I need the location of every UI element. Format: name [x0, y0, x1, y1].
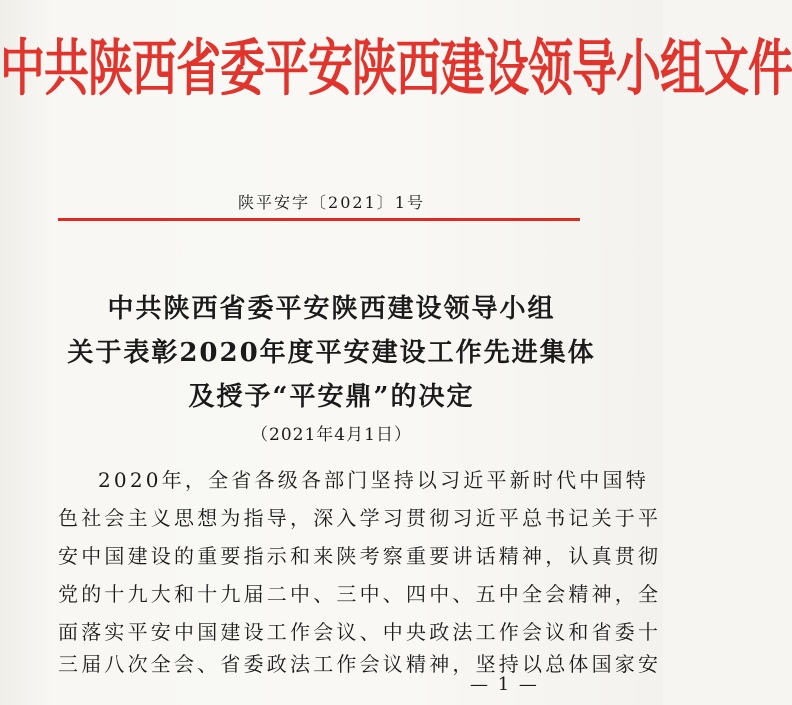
- body-line-6: 三届八次全会、省委政法工作会议精神，坚持以总体国家安: [58, 652, 662, 676]
- title-line-1: 中共陕西省委平安陕西建设领导小组: [107, 294, 556, 324]
- body-line-4: 党的十九大和十九届二中、三中、四中、五中全会精神，全: [58, 582, 662, 606]
- title-line-2: 关于表彰2020年度平安建设工作先进集体: [67, 338, 596, 368]
- document-number: 陕平安字〔2021〕1号: [238, 193, 425, 212]
- red-masthead: 中共陕西省委平安陕西建设领导小组文件: [0, 32, 792, 104]
- body-line-3: 安中国建设的重要指示和来陕考察重要讲话精神，认真贯彻: [58, 544, 662, 568]
- body-line-2: 色社会主义思想为指导，深入学习贯彻习近平总书记关于平: [58, 506, 662, 530]
- red-divider-rule: [58, 218, 580, 221]
- title-line-3: 及授予“平安鼎”的决定: [188, 382, 475, 412]
- body-line-1: 2020年，全省各级各部门坚持以习近平新时代中国特: [98, 468, 649, 492]
- body-line-5: 面落实平安中国建设工作会议、中央政法工作会议和省委十: [58, 620, 662, 644]
- page-number: — 1 —: [470, 674, 539, 695]
- issue-date: （2021年4月1日）: [251, 425, 412, 445]
